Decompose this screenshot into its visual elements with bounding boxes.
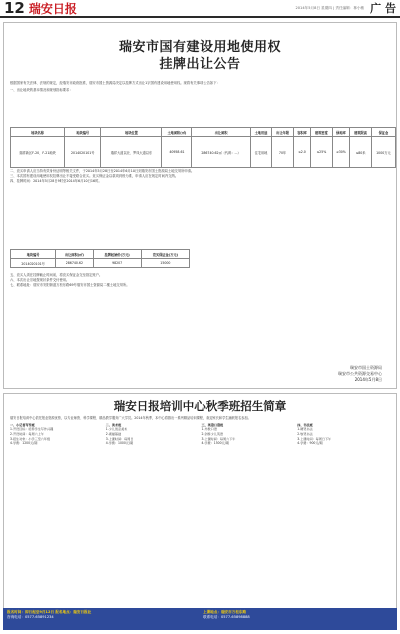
table-header-cell: 建筑限高 bbox=[350, 128, 372, 137]
table-header-cell: 地块名称 bbox=[11, 128, 65, 137]
course-heading: 一、小记者写作班 bbox=[10, 422, 35, 427]
table-header-row bbox=[11, 128, 396, 137]
table-cell: 2014020101号 bbox=[65, 137, 101, 168]
bid-price-table bbox=[10, 249, 190, 268]
table-header-cell: 土地面积(㎡) bbox=[162, 128, 192, 137]
page-header bbox=[0, 0, 400, 18]
course-heading: 四、书法班 bbox=[297, 422, 313, 427]
table-header-cell: 容积率 bbox=[293, 128, 310, 137]
consult-phone: 咨询电话：0577-65891234 bbox=[7, 615, 54, 619]
issue-meta: 2014年5月8日 星期四 | 责任编辑：林小敏 bbox=[295, 5, 365, 10]
section-title: 广 告 bbox=[370, 2, 396, 15]
table-cell: 98207 bbox=[93, 259, 141, 268]
registration-info: 报名时间：即日起至9月12日 报名地点：瑞安日报社 bbox=[7, 610, 92, 614]
ad-title: 瑞安日报培训中心秋季班招生简章 bbox=[113, 399, 287, 413]
notice-body-paragraph: 七、联系地址：瑞安市安阳街道万松东路69号瑞安市国土资源局二楼土地交易所。 bbox=[10, 283, 130, 287]
course-line: 1.开设目标：培养学生写作兴趣 bbox=[10, 427, 54, 432]
course-column bbox=[10, 423, 103, 446]
notice-intro-1: 根据国家有关法律、法规的规定，经瑞安市政府批准，瑞安市国土资源局决定以挂牌方式出让1宗国有建设用地使用权。现将有关事项公告如下： bbox=[10, 81, 220, 85]
table-header-cell: 出让年限 bbox=[272, 128, 294, 137]
land-parcel-table bbox=[10, 127, 396, 168]
notice-title-line2: 挂牌出让公告 bbox=[159, 57, 241, 72]
footer-right bbox=[203, 610, 393, 628]
notice-body-paragraph: 五、竞买人须在挂牌截止时间前，将竞买保证金交至指定账户。 bbox=[10, 273, 103, 277]
course-line: 2.软笔书法 bbox=[297, 431, 313, 436]
table-header-cell: 土地用途 bbox=[250, 128, 272, 137]
course-line: 1.外教口语 bbox=[201, 427, 217, 432]
notice-after-text bbox=[4, 273, 194, 288]
notice-body-paragraph: 六、本次出让宗地按现状条件交付使用。 bbox=[10, 278, 70, 282]
contact-phone: 联系电话：0577-65898888 bbox=[203, 615, 250, 619]
footer-left bbox=[7, 610, 197, 628]
table-cell: ≤25% bbox=[311, 137, 333, 168]
table-header-cell: 绿地率 bbox=[332, 128, 350, 137]
course-line: 2.剑桥少儿英语 bbox=[201, 431, 224, 436]
table-cell: 1000万元 bbox=[371, 137, 395, 168]
course-line: 3.上课时间：每周六下午 bbox=[201, 436, 236, 441]
notice-title bbox=[4, 39, 396, 73]
course-column bbox=[202, 423, 295, 446]
page-number: 12 bbox=[4, 0, 25, 17]
course-line: 3.上课时间：每周日 bbox=[105, 436, 134, 441]
issuing-org: 瑞安市国土资源局 bbox=[350, 365, 382, 370]
table-header-cell: 地块位置 bbox=[101, 128, 162, 137]
table-cell: 2014020101号 bbox=[11, 259, 56, 268]
table-header-cell: 挂牌起始价(万元) bbox=[93, 250, 141, 259]
table-header-cell: 出让面积(㎡) bbox=[56, 250, 93, 259]
issue-date: 2014年5月8日 bbox=[354, 377, 382, 382]
table-cell: 15000 bbox=[141, 259, 189, 268]
table-cell: ≤80米 bbox=[350, 137, 372, 168]
table-header-cell: 竞买保证金(万元) bbox=[141, 250, 189, 259]
notice-body-paragraph: 四、挂牌时间：2014年5月28日9时至2014年6月10日16时。 bbox=[10, 179, 102, 183]
table-header-cell: 地块编号 bbox=[65, 128, 101, 137]
course-line: 4.学费：1000元/期 bbox=[105, 441, 134, 446]
course-line: 4.学费：1200元/期 bbox=[10, 441, 38, 446]
table-cell: 286740.62㎡（代码：...） bbox=[192, 137, 250, 168]
newspaper-name: 瑞安日报 bbox=[28, 1, 77, 16]
course-column bbox=[106, 423, 199, 446]
course-line: 3.招生对象：小学三至六年级 bbox=[10, 436, 51, 441]
table-header-row bbox=[11, 250, 190, 259]
table-cell: 瑞祥大道以北、罗凤大道以东 bbox=[101, 137, 162, 168]
land-auction-notice bbox=[3, 22, 397, 389]
course-heading: 三、英语口语班 bbox=[201, 422, 224, 427]
table-cell: ≤2.0 bbox=[293, 137, 310, 168]
table-row bbox=[11, 137, 396, 168]
course-line: 1.硬笔书法 bbox=[297, 427, 313, 432]
table-cell: 瑞祥新区F-20、F-21地块 bbox=[11, 137, 65, 168]
notice-signoff bbox=[338, 365, 382, 383]
table-cell: 40958.61 bbox=[162, 137, 192, 168]
ad-footer-banner bbox=[3, 608, 397, 630]
course-heading: 二、美术班 bbox=[105, 422, 122, 427]
table-cell: ≥30% bbox=[332, 137, 350, 168]
class-location: 上课地点：瑞安市万松东路 bbox=[203, 610, 247, 614]
course-line: 4.学费：900元/期 bbox=[297, 441, 323, 446]
ad-intro: 瑞安日报培训中心依托报业资源优势，以专业师资、科学课程、精品教学服务广大学员。2014年秋季，本中心将推出一系列精品培训课程，欢迎家长和学生踊跃报名参加。 bbox=[10, 416, 251, 420]
course-line: 2.素描基础 bbox=[105, 431, 122, 436]
course-line: 2.开设时间：每周六上午 bbox=[10, 431, 44, 436]
notice-body-paragraph: 三、本次国有建设用地使用权挂牌出让不接受联合竞买。竞买保证金以款项到账为准，申请人应在规定时间内交纳。 bbox=[10, 174, 179, 178]
course-columns bbox=[10, 423, 390, 446]
table-header-cell: 出让面积 bbox=[192, 128, 250, 137]
table-header-cell: 地块编号 bbox=[11, 250, 56, 259]
table-row bbox=[11, 259, 190, 268]
training-center-ad bbox=[3, 393, 397, 609]
course-line: 1.少儿创意美术 bbox=[105, 427, 128, 432]
table-cell: 286740.62 bbox=[56, 259, 93, 268]
table-cell: 住宅用地 bbox=[250, 137, 272, 168]
course-line: 3.上课时间：每周日下午 bbox=[297, 436, 332, 441]
course-line: 4.学费：1500元/期 bbox=[201, 441, 229, 446]
issuing-org-2: 瑞安市公共资源交易中心 bbox=[338, 371, 382, 376]
notice-body bbox=[4, 169, 396, 184]
table-header-cell: 建筑密度 bbox=[311, 128, 333, 137]
course-column bbox=[297, 423, 390, 446]
notice-title-line1: 瑞安市国有建设用地使用权 bbox=[118, 40, 281, 55]
table-header-cell: 保证金 bbox=[371, 128, 395, 137]
notice-body-paragraph: 二、竞买申请人应当持有效身份证明等相关文件，于2014年5月28日至2014年6月10日到瑞安市国土资源局土地交易所申请。 bbox=[10, 169, 195, 173]
notice-intro-2: 一、出让地块的基本情况和规划指标要求： bbox=[10, 88, 73, 92]
table-cell: 70年 bbox=[272, 137, 294, 168]
